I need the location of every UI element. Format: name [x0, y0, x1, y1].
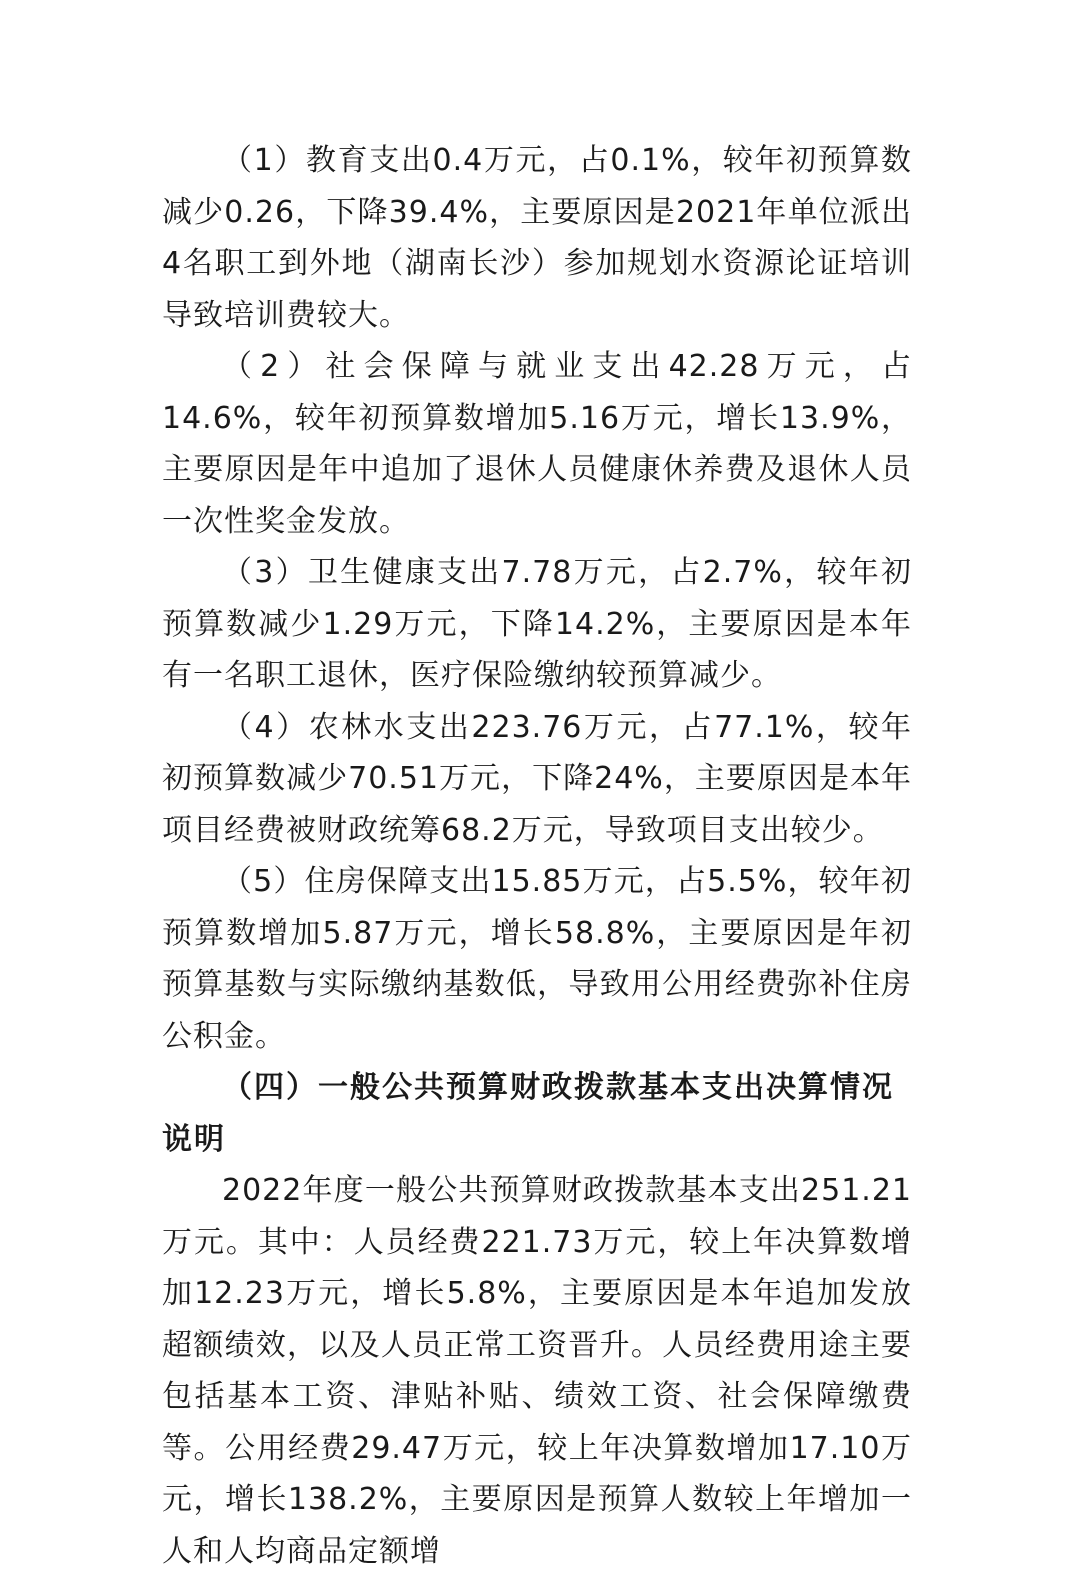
paragraph-education-expenditure: （1）教育支出0.4万元，占0.1%，较年初预算数减少0.26，下降39.4%，主要原因是2021年单位派出4名职工到外地（湖南长沙）参加规划水资源论证培训导致培训费较大。: [162, 143, 912, 333]
paragraph-housing-expenditure: （5）住房保障支出15.85万元，占5.5%，较年初预算数增加5.87万元，增长58.8%，主要原因是年初预算基数与实际缴纳基数低，导致用公用经费弥补住房公积金。: [162, 864, 912, 1054]
section-heading: （四）一般公共预算财政拨款基本支出决算情况说明: [162, 1070, 894, 1157]
document-body: [162, 135, 912, 1577]
paragraph-social-security-expenditure: （2）社会保障与就业支出42.28万元，占14.6%，较年初预算数增加5.16万元，增长13.9%，主要原因是年中追加了退休人员健康休养费及退休人员一次性奖金发放。: [162, 349, 912, 539]
paragraph-basic-expenditure: 2022年度一般公共预算财政拨款基本支出251.21万元。其中：人员经费221.73万元，较上年决算数增加12.23万元，增长5.8%，主要原因是本年追加发放超额绩效，以及人员正常工资晋升。人员经费用途主要包括基本工资、津贴补贴、绩效工资、社会保障缴费等。公用经费29.47万元，较上年决算数增加17.10万元，增长138.2%，主要原因是预算人数较上年增加一人和人均商品定额增: [162, 1173, 912, 1569]
paragraph-health-expenditure: （3）卫生健康支出7.78万元，占2.7%，较年初预算数减少1.29万元，下降14.2%，主要原因是本年有一名职工退休，医疗保险缴纳较预算减少。: [162, 555, 912, 693]
paragraph-agriculture-water-expenditure: （4）农林水支出223.76万元，占77.1%，较年初预算数减少70.51万元，下降24%，主要原因是本年项目经费被财政统筹68.2万元，导致项目支出较少。: [162, 709, 912, 848]
